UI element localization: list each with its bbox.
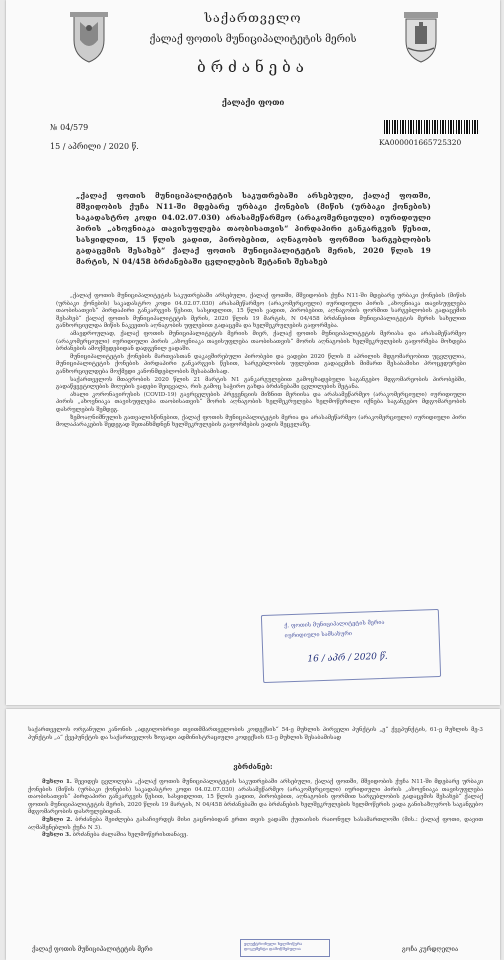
body-paragraph: ამავდროულად, ქალაქ ფოთის მუნიციპალიტეტის მერიის მიერ, ქალაქ ფოთის მუნიციპალიტეტის მერიასა და არასამეწარმეო (არაკომერციული) იურიდიული პირის „ახოვნიაკა თავისუფლება თაობისათვის“ მორის აღნაგობის ხელშეკრულების გაფორმება მოხდება ბრძანების ამოქმედებიდან დადგენილ ვადაში.	[56, 330, 466, 353]
document-date: 15 / აპრილი / 2020 წ.	[50, 142, 139, 151]
article-3	[28, 832, 483, 840]
document-page-1	[6, 0, 500, 705]
country-heading: საქართველო	[204, 10, 302, 25]
document-number: № 04/579	[50, 123, 89, 132]
body-paragraph: მუნიციპალიტეტის ქონების მართვასთან დაკავშირებული პირობები და ვადები 2020 წლის 8 აპრილის მდგომარეობით უცვლელია, მუნიციპალიტეტის ქონების პირდაპირი განკარგვის წესით, სარგებლობის უფლებით გადაცემის მიმართ შესაბამისი პროცედურები განხორციელდება მოქმედი კანონმდებლობის შესაბამისად.	[56, 353, 466, 375]
signer-name: გოჩა კურდღელია	[402, 946, 459, 953]
body-paragraph: „ქალაქ ფოთის მუნიციპალიტეტის საკუთრებაში არსებული, ქალაქ ფოთში, მშვიდობის ქუჩა N11-ში მდებარე ურბაკი ქონების (მიწის (ურბაკი ქონების) საკადასტრო კოდი 04.02.07.030) არასამეწარმეო (არაკომერციული) იურიდიული პირის „ახოვნიაკა თავისუფლება თაობისათვის“ პირდაპირი განკარგვის წესით, სასყიდლით, 15 წლის ვადით, პირობებით, აღნაგობის ფორმით სარგებლობის გადაცემის შესახებ“ ქალაქ ფოთის მუნიციპალიტეტის მერის, 2020 წლის 19 მარტის, N 04/458 ბრძანებით მუნიციპალიტეტის მერის სახელით განხორციელდა მიწის ნაკვეთის აღნაგობის უფლებით გადაცემა და ხელშეკრულების გაფორმება.	[56, 293, 466, 330]
barcode-icon	[384, 120, 480, 134]
received-stamp	[261, 609, 441, 683]
body-paragraph: საქართველოს მთავრობის 2020 წლის 21 მარტის N1 განკარგულებით გამოცხადებული საგანგებო მდგომარეობის პირობებში, გადაწყვეტილების მიღების ვადები შეიცვალა, რის გამოც საჭირო გახდა ბრძანებაში ცვლილების შეტანა.	[56, 376, 466, 391]
article-1	[28, 779, 483, 817]
article-label: მუხლი 2.	[42, 816, 73, 823]
office-heading: ქალაქ ფოთის მუნიციპალიტეტის მერის	[149, 34, 357, 45]
body-paragraph: ზემოაღნიშნულის გათვალისწინებით, ქალაქ ფოთის მუნიციპალიტეტის მერია და არასამეწარმეო (არაკომერციული) იურიდიული პირი მოლაპარაკების შედეგად შეთანხმდნენ ხელშეკრულების გაფორმების ვადის შეცვლაზე.	[56, 414, 466, 429]
city-label: ქალაქი ფოთი	[221, 97, 285, 107]
body-paragraph: ახალი კორონავირუსის (COVID-19) გავრცელების პრევენციის მიზნით მერიისა და არასამეწარმეო (არაკომერციული) იურიდიული პირის „ახოვნიაკა თავისუფლება თაობისათვის“ შორის აღნაგობის ხელშეკრულება ხელმოწერილი იქნება საგანგებო მდგომარეობის დასრულების შემდეგ.	[56, 391, 466, 413]
articles	[28, 779, 483, 840]
legal-basis: საქართველოს ორგანული კანონის „ადგილობრივი თვითმმართველობის კოდექსის“ 54-ე მუხლის პირველი პუნქტის „ე“ ქვეპუნქტის, 61-ე მუხლის მე-3 პუნქტის „ა“ ქვეპუნქტის და საქართველოს ზოგადი ადმინისტრაციული კოდექსის 63-ე მუხლის შესაბამისად	[28, 727, 483, 741]
article-2	[28, 817, 483, 832]
e-signature-stamp: ელექტრონული ხელმოწერა დოკუმენტი დამოწმებულია	[240, 939, 330, 957]
stamp-date: 16 / აპრ / 2020 წ.	[307, 651, 388, 665]
document-page-2	[6, 709, 500, 960]
article-text: შევიდეს ცვლილება „ქალაქ ფოთის მუნიციპალიტეტის საკუთრებაში არსებული, ქალაქ ფოთში, მშვიდობის ქუჩა N11-ში მდებარე ურბაკი ქონების (მიწის (ურბაკი ქონების) საკადასტრო კოდი 04.02.07.030) არასამეწარმეო (არაკომერციული) იურიდიული პირის „ახოვნიაკა თავისუფლება თაობისათვის“ პირდაპირი განკარგვის წესით, სასყიდლით, 15 წლის ვადით, პირობებით, აღნაგობის ფორმით სარგებლობის გადაცემის შესახებ“ ქალაქ ფოთის მუნიციპალიტეტის მერის, 2020 წლის 19 მარტის, N 04/458 ბრძანებაში და ბრძანების ხელშეკრულების ხელმოწერის ვადა განისაზღვროს საგანგებო მდგომარეობის დასრულებიდან.	[28, 779, 484, 816]
stamp-line: იურიდიული სამსახური	[284, 630, 353, 640]
article-label: მუხლი 3.	[42, 832, 72, 839]
article-label: მუხლი 1.	[42, 779, 72, 785]
decree-word: ვბრძანებ:	[233, 762, 273, 771]
article-text: ბრძანება შეიძლება გასაჩივრდეს მისი გაცნობიდან ერთი თვის ვადაში ქუთაისის რაიონულ სასამართლოში (მის.: ქალაქ ფოთი, დავით აღმაშენებლის ქუჩა N 3).	[28, 816, 484, 831]
document-subject: „ქალაქ ფოთის მუნიციპალიტეტის საკუთრებაში არსებული, ქალაქ ფოთში, მშვიდობის ქუჩა N11-ში მდებარე ურბაკი ქონების (მიწის (ურბაკი ქონების) საკადასტრო კოდი 04.02.07.030) არასამეწარმეო (არაკომერციული) იურიდიული პირის „ახოვნიაკა თავისუფლება თაობისათვის“ პირდაპირი განკარგვის წესით, სასყიდლით, 15 წლის ვადით, პირობებით, აღნაგობის ფორმით სარგებლობის გადაცემის შესახებ“ ქალაქ ფოთის მუნიციპალიტეტის მერის, 2020 წლის 19 მარტის, N 04/458 ბრძანებაში ცვლილების შეტანის შესახებ	[76, 191, 431, 266]
document-body	[56, 293, 466, 430]
article-text: ბრძანება ძალაშია ხელმოწერისთანავე.	[72, 832, 188, 839]
registration-code: KA000001665725320	[379, 138, 462, 147]
stamp-line: ქ. ფოთის მუნიციპალიტეტის მერია	[284, 619, 385, 630]
document-type-heading: ბრძანება	[197, 58, 309, 76]
signer-title: ქალაქ ფოთის მუნიციპალიტეტის მერი	[32, 946, 153, 953]
